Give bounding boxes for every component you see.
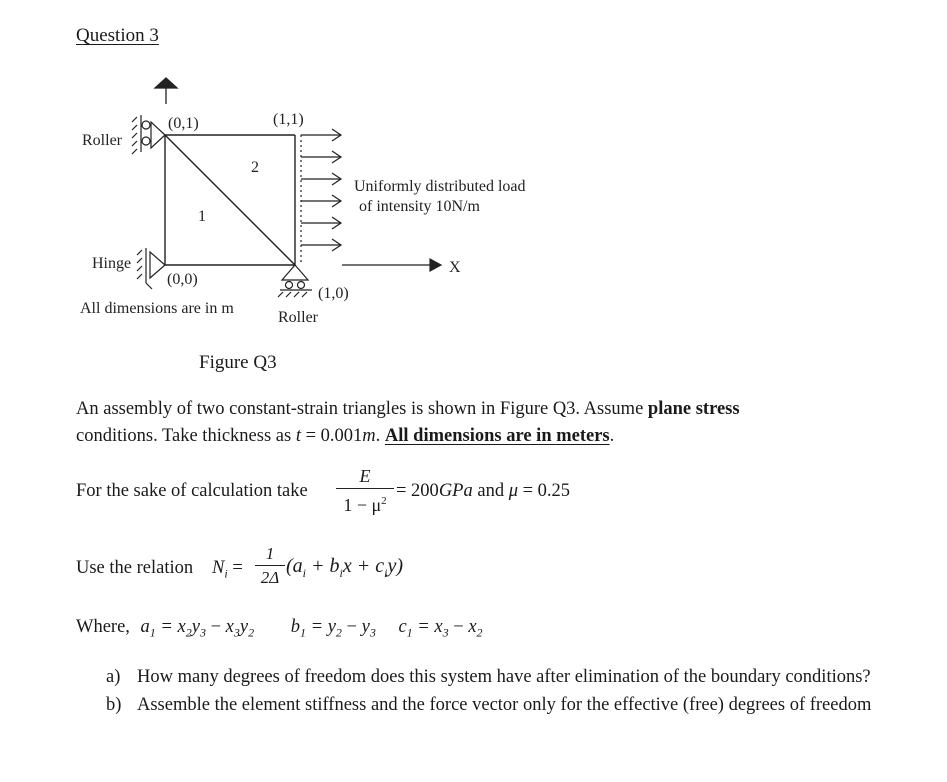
relation-rhs: $(a_i + b_ix + c_iy)$ bbox=[286, 555, 403, 580]
question-text: How many degrees of freedom does this system have after elimination of the boundary conditions? bbox=[137, 667, 871, 687]
load-label-line1: Uniformly distributed load bbox=[354, 178, 526, 195]
load-label-line2: of intensity 10N/m bbox=[359, 198, 480, 215]
figure-caption: Figure Q3 bbox=[199, 352, 277, 373]
calc-result: = 200GPa and μ = 0.25 bbox=[396, 481, 571, 501]
x-axis-arrow-icon bbox=[342, 259, 441, 271]
element-label-2: 2 bbox=[251, 159, 259, 176]
roller-support-left-icon bbox=[132, 115, 165, 154]
dimensions-note: All dimensions are in m bbox=[80, 300, 234, 317]
question-text: Assemble the element stiffness and the force vector only for the effective (free) degrees of freedom bbox=[137, 695, 872, 715]
where-line: Where, $a_1 = x_2y_3 - x_3y_2$ $b_1 = y_2 - y_3$ $c_1 = x_3 - x_2$ bbox=[76, 617, 483, 640]
question-label: b) bbox=[106, 695, 122, 715]
question-item-a bbox=[106, 664, 882, 690]
relation-prefix: Use the relation bbox=[76, 558, 194, 578]
element-label-1: 1 bbox=[198, 208, 206, 225]
question-item-b bbox=[106, 692, 882, 718]
question-title: Question 3 bbox=[76, 25, 159, 46]
hinge-label: Hinge bbox=[92, 255, 132, 272]
paragraph-2: conditions. Take thickness as t = 0.001m. All dimensions are in meters. bbox=[76, 426, 615, 446]
figure-q3 bbox=[0, 60, 947, 330]
roller-support-bottom-icon bbox=[278, 265, 312, 297]
node-label-01: (0,1) bbox=[168, 115, 199, 132]
question-list bbox=[106, 664, 882, 720]
roller-left-label: Roller bbox=[82, 132, 122, 149]
mesh-edge-diagonal bbox=[165, 135, 295, 265]
fraction-e-over-1-mu2: E $1 - \mu^2$ bbox=[336, 466, 394, 515]
fraction-1-over-2delta: 1 2Δ bbox=[255, 544, 285, 587]
vertical-arrow-icon bbox=[155, 78, 177, 104]
node-label-11: (1,1) bbox=[273, 111, 304, 128]
hinge-support-icon bbox=[137, 248, 165, 289]
question-label: a) bbox=[106, 667, 121, 687]
relation-lhs: $N_i$ = bbox=[212, 558, 243, 581]
node-label-00: (0,0) bbox=[167, 271, 198, 288]
distributed-load-arrows bbox=[301, 129, 341, 265]
calc-prefix: For the sake of calculation take bbox=[76, 481, 308, 501]
paragraph-1: An assembly of two constant-strain triangles is shown in Figure Q3. Assume plane stress bbox=[76, 399, 740, 419]
axis-x-label: X bbox=[449, 259, 461, 276]
roller-bottom-label: Roller bbox=[278, 309, 318, 326]
node-label-10: (1,0) bbox=[318, 285, 349, 302]
